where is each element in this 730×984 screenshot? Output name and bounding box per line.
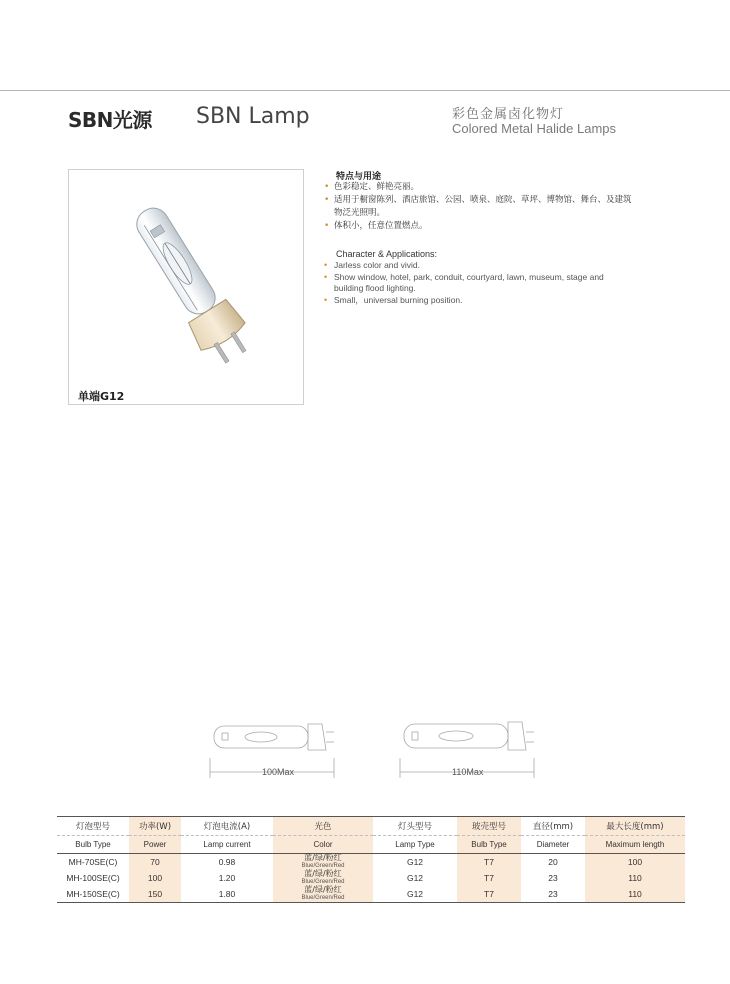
product-photo-frame (68, 169, 304, 405)
dimension-label-1: 100Max (262, 767, 295, 777)
cell-bulb-type: MH-100SE(C) (66, 873, 120, 883)
header-cell: 功率(W) (129, 817, 181, 836)
feature-item-en: • Small，universal burning position. (324, 295, 654, 307)
color-en: Blue/Green/Red (301, 879, 345, 885)
page-title-cn: 彩色金属卤化物灯 (452, 107, 565, 122)
cell-length: 110 (585, 870, 685, 886)
header-cell: 光色 (273, 817, 373, 836)
product-base-label: 单端G12 (78, 390, 125, 403)
cell-power: 100 (129, 870, 181, 886)
table-row (57, 886, 685, 903)
cell-bulb: T7 (457, 870, 521, 886)
brand-logo: SBN光源 (68, 108, 152, 132)
header-cell: Lamp current (181, 836, 273, 854)
color-cn: 蓝/绿/粉红 (304, 853, 342, 862)
color-cn: 蓝/绿/粉红 (304, 869, 342, 878)
header-cell: 直径(mm) (521, 817, 585, 836)
cell-length: 110 (585, 886, 685, 903)
table-header-cn (57, 817, 685, 836)
cell-color (273, 854, 373, 871)
cell-length: 100 (585, 854, 685, 871)
features-title-cn: 特点与用途 (336, 172, 382, 182)
cell-bulb-type: MH-70SE(C) (68, 857, 118, 867)
header-cell: Maximum length (585, 836, 685, 854)
features-list-en (324, 260, 654, 306)
lamp-photo-icon (69, 170, 303, 404)
lamp-outline-diagram (208, 712, 558, 782)
header-cell: 灯泡型号 (57, 817, 129, 836)
spec-table (57, 816, 685, 903)
cell-power: 150 (129, 886, 181, 903)
page-title-en: Colored Metal Halide Lamps (452, 121, 617, 136)
cell-current: 1.20 (218, 873, 236, 883)
header-cell: Bulb Type (57, 836, 129, 854)
brand-name: SBN Lamp (196, 104, 310, 129)
feature-item-cn: • 色彩稳定、鲜艳亮丽。 (324, 181, 654, 194)
feature-item-cn: • 适用于橱窗陈列、酒店旅馆、公园、喷泉、庭院、草坪、博物馆、舞台、及建筑物泛光照明。 (324, 194, 634, 220)
header-cell: Lamp Type (373, 836, 457, 854)
cell-lamp-type: G12 (406, 857, 424, 867)
table-header-en (57, 836, 685, 854)
cell-bulb-type: MH-150SE(C) (57, 886, 129, 903)
cell-lamp-type: G12 (373, 886, 457, 903)
feature-item-cn: • 体积小，任意位置燃点。 (324, 220, 654, 233)
header-cell: 最大长度(mm) (585, 817, 685, 836)
color-en: Blue/Green/Red (301, 863, 345, 869)
cell-current: 0.98 (218, 857, 236, 867)
cell-lamp-type: G12 (406, 873, 424, 883)
dimension-diagrams (208, 712, 558, 786)
feature-item-en: • Show window, hotel, park, conduit, courtyard, lawn, museum, stage and building flood lighting. (324, 272, 624, 295)
header-cell: 灯头型号 (373, 817, 457, 836)
header-cell: Power (129, 836, 181, 854)
cell-bulb: T7 (457, 854, 521, 871)
cell-diameter: 23 (548, 873, 558, 883)
dimension-label-2: 110Max (452, 767, 484, 777)
color-en: Blue/Green/Red (301, 895, 345, 901)
cell-color (273, 886, 373, 903)
features-list-cn (324, 181, 654, 233)
cell-diameter: 23 (521, 886, 585, 903)
cell-bulb: T7 (457, 886, 521, 903)
color-cn: 蓝/绿/粉红 (304, 885, 342, 894)
cell-diameter: 20 (548, 857, 558, 867)
features-title-en: Character & Applications: (336, 249, 438, 259)
header-cell: Color (273, 836, 373, 854)
top-divider (0, 90, 730, 91)
header-cell: 灯泡电流(A) (181, 817, 273, 836)
table-row (57, 854, 685, 871)
header-cell: Diameter (521, 836, 585, 854)
table-row (57, 870, 685, 886)
header-cell: Bulb Type (457, 836, 521, 854)
header-cell: 玻壳型号 (457, 817, 521, 836)
cell-current: 1.80 (181, 886, 273, 903)
feature-item-en: • Jarless color and vivid. (324, 260, 654, 272)
cell-color (273, 870, 373, 886)
cell-power: 70 (129, 854, 181, 871)
